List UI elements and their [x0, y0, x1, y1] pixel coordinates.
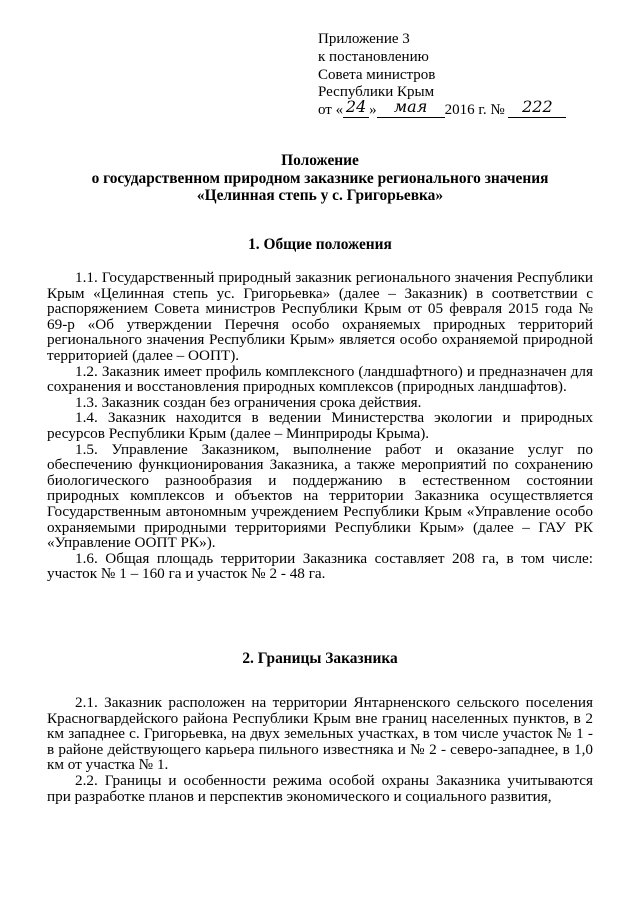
appendix-header	[318, 31, 618, 120]
paragraph-1-6: 1.6. Общая площадь территории Заказника составляет 208 га, в том числе: участок № 1 – 160 га и участок № 2 - 48 га.	[47, 549, 593, 583]
paragraph-2-2: 2.2. Границы и особенности режима особой охраны Заказника учитываются при разработке планов и перспектив экономического и социального развития,	[47, 771, 593, 805]
title-line-2: о государственном природном заказнике регионального значения	[91, 169, 549, 187]
appendix-line-3: Совета министров	[318, 66, 436, 83]
date-day: 24	[343, 102, 369, 118]
title-line-1: Положение	[281, 152, 359, 169]
date-month: мая	[377, 102, 445, 118]
paragraph-1-5: 1.5. Управление Заказником, выполнение работ и оказание услуг по обеспечению функционирования Заказника, а также мероприятий по сохранению биологического разнообразия и поддержанию в естественном состоянии природных комплексов и объектов на территории Заказника осуществляется Государственным автономным учреждением Республики Крым «Управление особо охраняемыми природными территориями Республики Крым» (далее – ГАУ РК «Управление ООПТ РК»).	[47, 440, 593, 552]
paragraph-1-1: 1.1. Государственный природный заказник регионального значения Республики Крым «Целинная степь ус. Григорьевка» (далее – Заказник) в соответствии с распоряжением Совета министров Республики Крым от 05 февраля 2015 года № 69-р «Об утверждении Перечня особо охраняемых природных территорий регионального значения Республики Крым» является особо охраняемой природной территорией (далее – ООПТ).	[47, 269, 593, 364]
appendix-line-2: к постановлению	[318, 48, 429, 65]
paragraph-1-2: 1.2. Заказник имеет профиль комплексного (ландшафтного) и предназначен для сохранения и восстановления природных комплексов (природных ландшафтов).	[47, 362, 593, 396]
paragraph-1-4: 1.4. Заказник находится в ведении Министерства экологии и природных ресурсов Республики Крым (далее – Минприроды Крыма).	[47, 409, 593, 442]
date-year-number: 2016 г. №	[444, 102, 505, 119]
paragraph-1-3: 1.3. Заказник создан без ограничения срока действия.	[75, 393, 422, 411]
section-2-body	[47, 695, 593, 804]
date-close-quote: »	[369, 102, 377, 119]
appendix-line-4: Республики Крым	[318, 84, 435, 101]
appendix-line-1: Приложение 3	[318, 31, 410, 47]
section-2-heading: 2. Границы Заказника	[242, 650, 398, 667]
section-1-heading: 1. Общие положения	[248, 236, 392, 253]
paragraph-2-1: 2.1. Заказник расположен на территории Янтарненского сельского поселения Красногвардейского района Республики Крым вне границ населенных пунктов, в 2 км западнее с. Григорьевка, на двух земельных участках, в том числе участок № 1 - в районе действующего карьера пильного известняка и № 2 - северо-западнее, в 1,0 км от участка № 1.	[47, 694, 593, 774]
document-title	[60, 152, 580, 205]
title-line-3: «Целинная степь у с. Григорьевка»	[196, 187, 444, 204]
appendix-date-line	[318, 97, 618, 120]
section-1-body	[47, 270, 593, 582]
decree-number: 222	[508, 102, 566, 118]
date-prefix: от «	[318, 102, 344, 119]
